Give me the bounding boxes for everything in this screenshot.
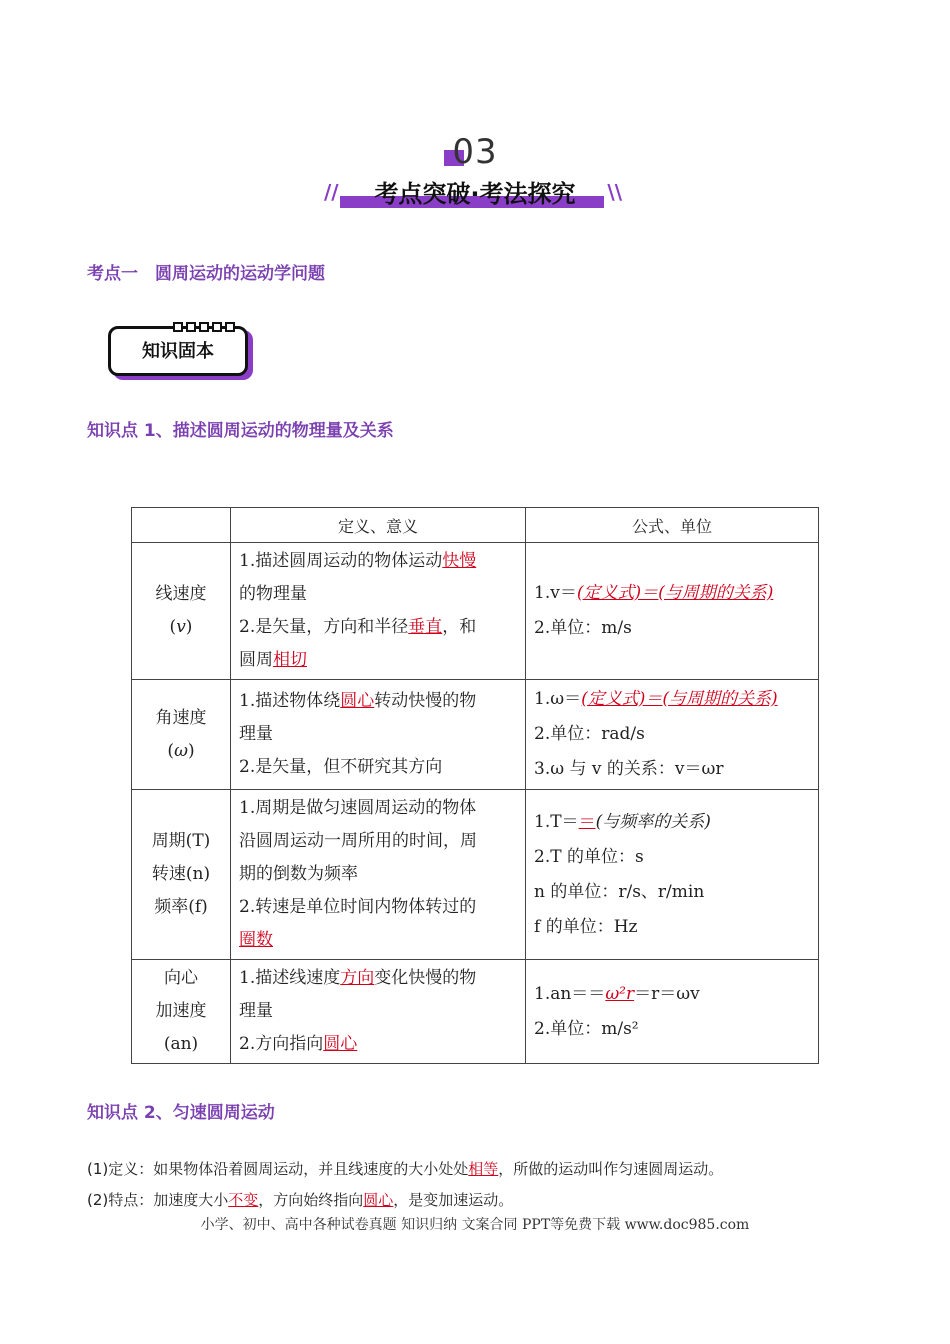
def-line: 1.描述圆周运动的物体运动快慢 [239, 551, 477, 571]
formula-line: 2.单位：m/s [534, 618, 632, 638]
definition-cell [231, 790, 526, 960]
banner-slash-right: \\ [607, 180, 622, 204]
name-line: 周期(T) [151, 831, 211, 851]
definition-cell [231, 543, 526, 680]
formula-cell [526, 543, 819, 680]
banner-title: 考点突破·考法探究 [374, 180, 576, 208]
section1-title: 考点一 圆周运动的运动学问题 [87, 264, 325, 284]
formula-line: 3.ω 与 v 的关系：v＝ωr [534, 759, 724, 779]
table-header-cell: 公式、单位 [526, 508, 819, 543]
kp2-title: 知识点 2、匀速圆周运动 [87, 1103, 275, 1123]
table-row [132, 960, 819, 1064]
formula-line: 2.单位：rad/s [534, 724, 645, 744]
definition-cell [231, 680, 526, 790]
def-line: 2.是矢量，方向和半径垂直，和 [239, 617, 477, 637]
formula-line: f 的单位：Hz [534, 916, 638, 937]
def-line: 1.描述线速度方向变化快慢的物 [239, 968, 477, 988]
table-row [132, 543, 819, 680]
def-line: 理量 [239, 1001, 273, 1021]
header-banner [320, 174, 630, 214]
def-line: 期的倒数为频率 [239, 864, 358, 884]
quantity-name [132, 790, 231, 960]
badge-label: 知识固本 [142, 341, 214, 362]
name-line: 频率(f) [154, 897, 208, 917]
def-line: 圈数 [239, 930, 273, 950]
def-line: 的物理量 [239, 584, 307, 604]
def-line: 圆周相切 [239, 650, 307, 670]
name-line: 线速度 [155, 584, 207, 604]
def-line: 1.周期是做匀速圆周运动的物体 [239, 798, 477, 818]
def-line: 1.描述物体绕圆心转动快慢的物 [239, 691, 477, 711]
formula-cell [526, 960, 819, 1064]
banner-slash-left: // [324, 180, 339, 204]
quantity-name [132, 960, 231, 1064]
table-row [132, 680, 819, 790]
badge-dots-icon [173, 322, 235, 332]
name-line: (ω) [167, 740, 195, 761]
formula-line: 1.ω＝(定义式)＝(与周期的关系) [534, 689, 778, 709]
quantity-name [132, 680, 231, 790]
section-number: 03 [452, 132, 498, 172]
formula-cell [526, 790, 819, 960]
table-header-cell [132, 508, 231, 543]
kp1-title: 知识点 1、描述圆周运动的物理量及关系 [87, 421, 394, 441]
name-line: 向心 [164, 968, 198, 988]
def-line: 理量 [239, 724, 273, 744]
table-header-cell: 定义、意义 [231, 508, 526, 543]
page-footer: 小学、初中、高中各种试卷真题 知识归纳 文案合同 PPT等免费下载 www.doc985.com [200, 1217, 750, 1233]
name-line: 角速度 [155, 707, 207, 728]
knowledge-badge [108, 326, 248, 376]
name-line: 加速度 [155, 1001, 207, 1021]
name-line: (an) [163, 1034, 199, 1054]
formula-line: 2.单位：m/s² [534, 1018, 639, 1039]
name-line: 转速(n) [151, 864, 211, 884]
def-line: 2.是矢量，但不研究其方向 [239, 757, 443, 777]
quantities-table [131, 507, 819, 1064]
formula-cell [526, 680, 819, 790]
def-line: 2.转速是单位时间内物体转过的 [239, 897, 477, 917]
formula-line: 2.T 的单位：s [534, 846, 644, 867]
formula-line: 1.an＝＝ω²r＝r＝ωv [534, 983, 700, 1004]
definition-paragraph: (1)定义：如果物体沿着圆周运动，并且线速度的大小处处相等，所做的运动叫作匀速圆周运动。 [87, 1160, 724, 1178]
definition-cell [231, 960, 526, 1064]
name-line: (v) [169, 617, 193, 637]
def-line: 2.方向指向圆心 [239, 1034, 358, 1054]
def-line: 沿圆周运动一周所用的时间，周 [239, 831, 477, 851]
formula-line: n 的单位：r/s、r/min [534, 881, 705, 902]
formula-line: 1.T＝＝(与频率的关系) [534, 811, 711, 832]
table-header-row [132, 508, 819, 543]
features-paragraph: (2)特点：加速度大小不变，方向始终指向圆心，是变加速运动。 [87, 1191, 514, 1209]
quantity-name [132, 543, 231, 680]
formula-line: 1.v＝(定义式)＝(与周期的关系) [534, 583, 774, 603]
table-row [132, 790, 819, 960]
